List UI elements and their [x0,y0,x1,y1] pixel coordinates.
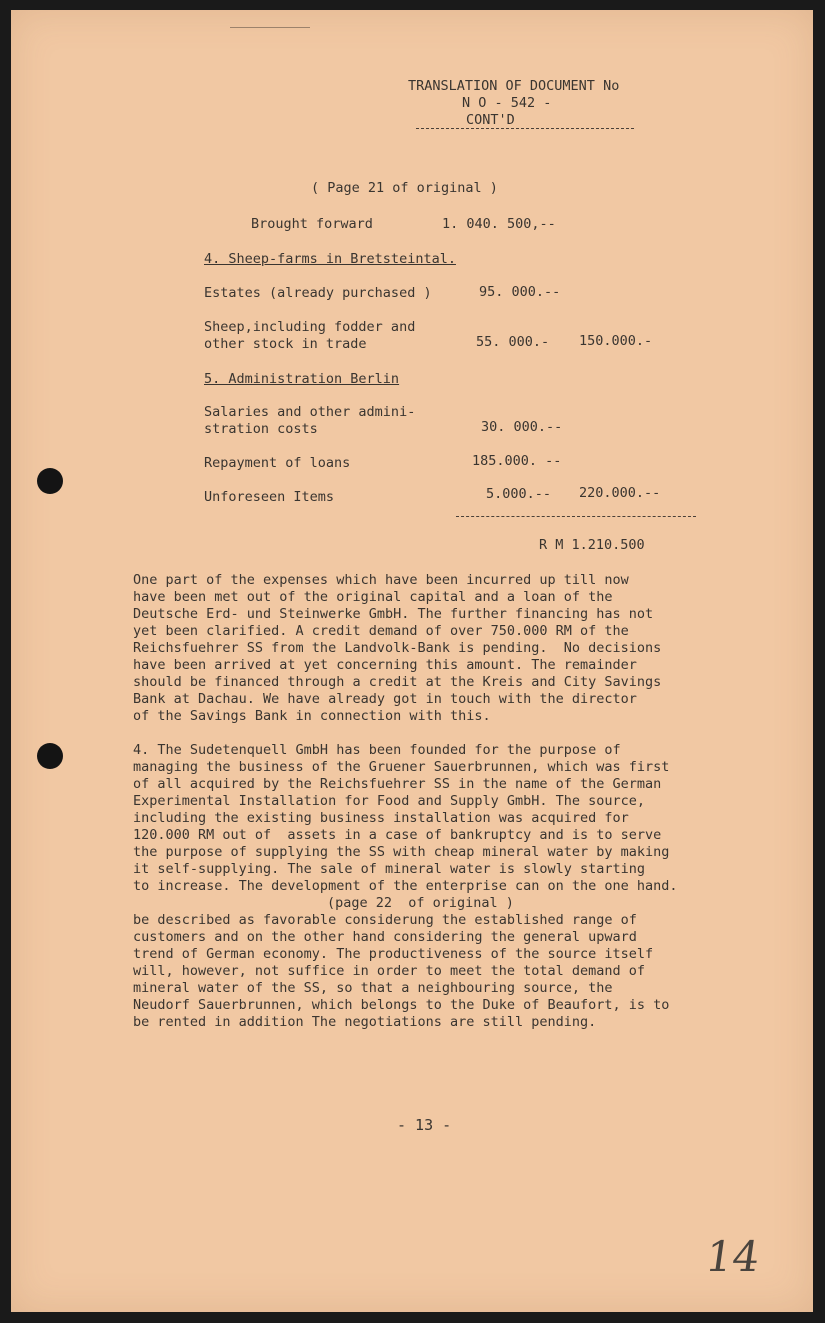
text-line: mineral water of the SS, so that a neighbouring source, the [133,980,613,996]
paragraph-sudetenquell [133,742,703,895]
section5-row-amount: 5.000.-- [486,486,552,502]
text-line: 4. The Sudetenquell GmbH has been founded for the purpose of [133,742,621,758]
top-mark [230,27,310,28]
text-line: have been met out of the original capital and a loan of the [133,589,613,605]
text-line: Neudorf Sauerbrunnen, which belongs to the Duke of Beaufort, is to [133,997,670,1013]
text-line: managing the business of the Gruener Sauerbrunnen, which was first [133,759,670,775]
text-line: including the existing business installation was acquired for [133,810,629,826]
text-line: to increase. The development of the enterprise can on the one hand. [133,878,678,894]
text-line: have been arrived at yet concerning this amount. The remainder [133,657,637,673]
section4-row-label: Sheep,including fodder and [204,319,416,335]
brought-forward-amount: 1. 040. 500,-- [442,216,556,232]
section5-row-label: Unforeseen Items [204,489,335,505]
header-underline [416,128,634,129]
section5-row-label: stration costs [204,421,318,437]
punch-hole [37,468,63,494]
text-line: Deutsche Erd- und Steinwerke GmbH. The further financing has not [133,606,654,622]
section4-total: 150.000.- [579,333,653,349]
header-doc-number: N O - 542 - [462,95,552,111]
section5-total: 220.000.-- [579,485,661,501]
header-title: TRANSLATION OF DOCUMENT No [408,78,620,94]
text-line: Experimental Installation for Food and Supply GmbH. The source, [133,793,646,809]
punch-hole [37,743,63,769]
text-line: the purpose of supplying the SS with cheap mineral water by making [133,844,670,860]
text-line: be rented in addition The negotiations are still pending. [133,1014,597,1030]
brought-forward-label: Brought forward [251,216,373,232]
grand-total: R M 1.210.500 [539,537,645,553]
text-line: One part of the expenses which have been incurred up till now [133,572,629,588]
section5-heading: 5. Administration Berlin [204,371,400,387]
paragraph-financing [133,572,703,725]
total-rule [456,516,696,517]
text-line: of the Savings Bank in connection with this. [133,708,491,724]
paragraph-outlook [133,912,703,1031]
text-line: be described as favorable considerung the established range of [133,912,637,928]
page-note-22: (page 22 of original ) [327,895,514,911]
text-line: 120.000 RM out of assets in a case of bankruptcy and is to serve [133,827,662,843]
text-line: it self-supplying. The sale of mineral water is slowly starting [133,861,646,877]
header-contd: CONT'D [466,112,515,128]
section5-row-label: Repayment of loans [204,455,351,471]
text-line: Bank at Dachau. We have already got in touch with the director [133,691,637,707]
text-line: Reichsfuehrer SS from the Landvolk-Bank is pending. No decisions [133,640,662,656]
section4-row-amount: 55. 000.- [476,334,550,350]
section5-row-label: Salaries and other admini- [204,404,416,420]
page-number: - 13 - [397,1116,452,1134]
section5-row-amount: 30. 000.-- [481,419,563,435]
section4-heading: 4. Sheep-farms in Bretsteintal. [204,251,456,267]
text-line: should be financed through a credit at the Kreis and City Savings [133,674,662,690]
text-line: customers and on the other hand considering the general upward [133,929,637,945]
section4-row-label: Estates (already purchased ) [204,285,432,301]
text-line: will, however, not suffice in order to meet the total demand of [133,963,646,979]
section4-row-amount: 95. 000.-- [479,284,561,300]
page-note-21: ( Page 21 of original ) [311,180,498,196]
handwritten-page-number: 14 [702,1232,763,1281]
text-line: yet been clarified. A credit demand of over 750.000 RM of the [133,623,629,639]
section4-row-label: other stock in trade [204,336,367,352]
section5-row-amount: 185.000. -- [472,453,562,469]
text-line: trend of German economy. The productiveness of the source itself [133,946,654,962]
text-line: of all acquired by the Reichsfuehrer SS in the name of the German [133,776,662,792]
